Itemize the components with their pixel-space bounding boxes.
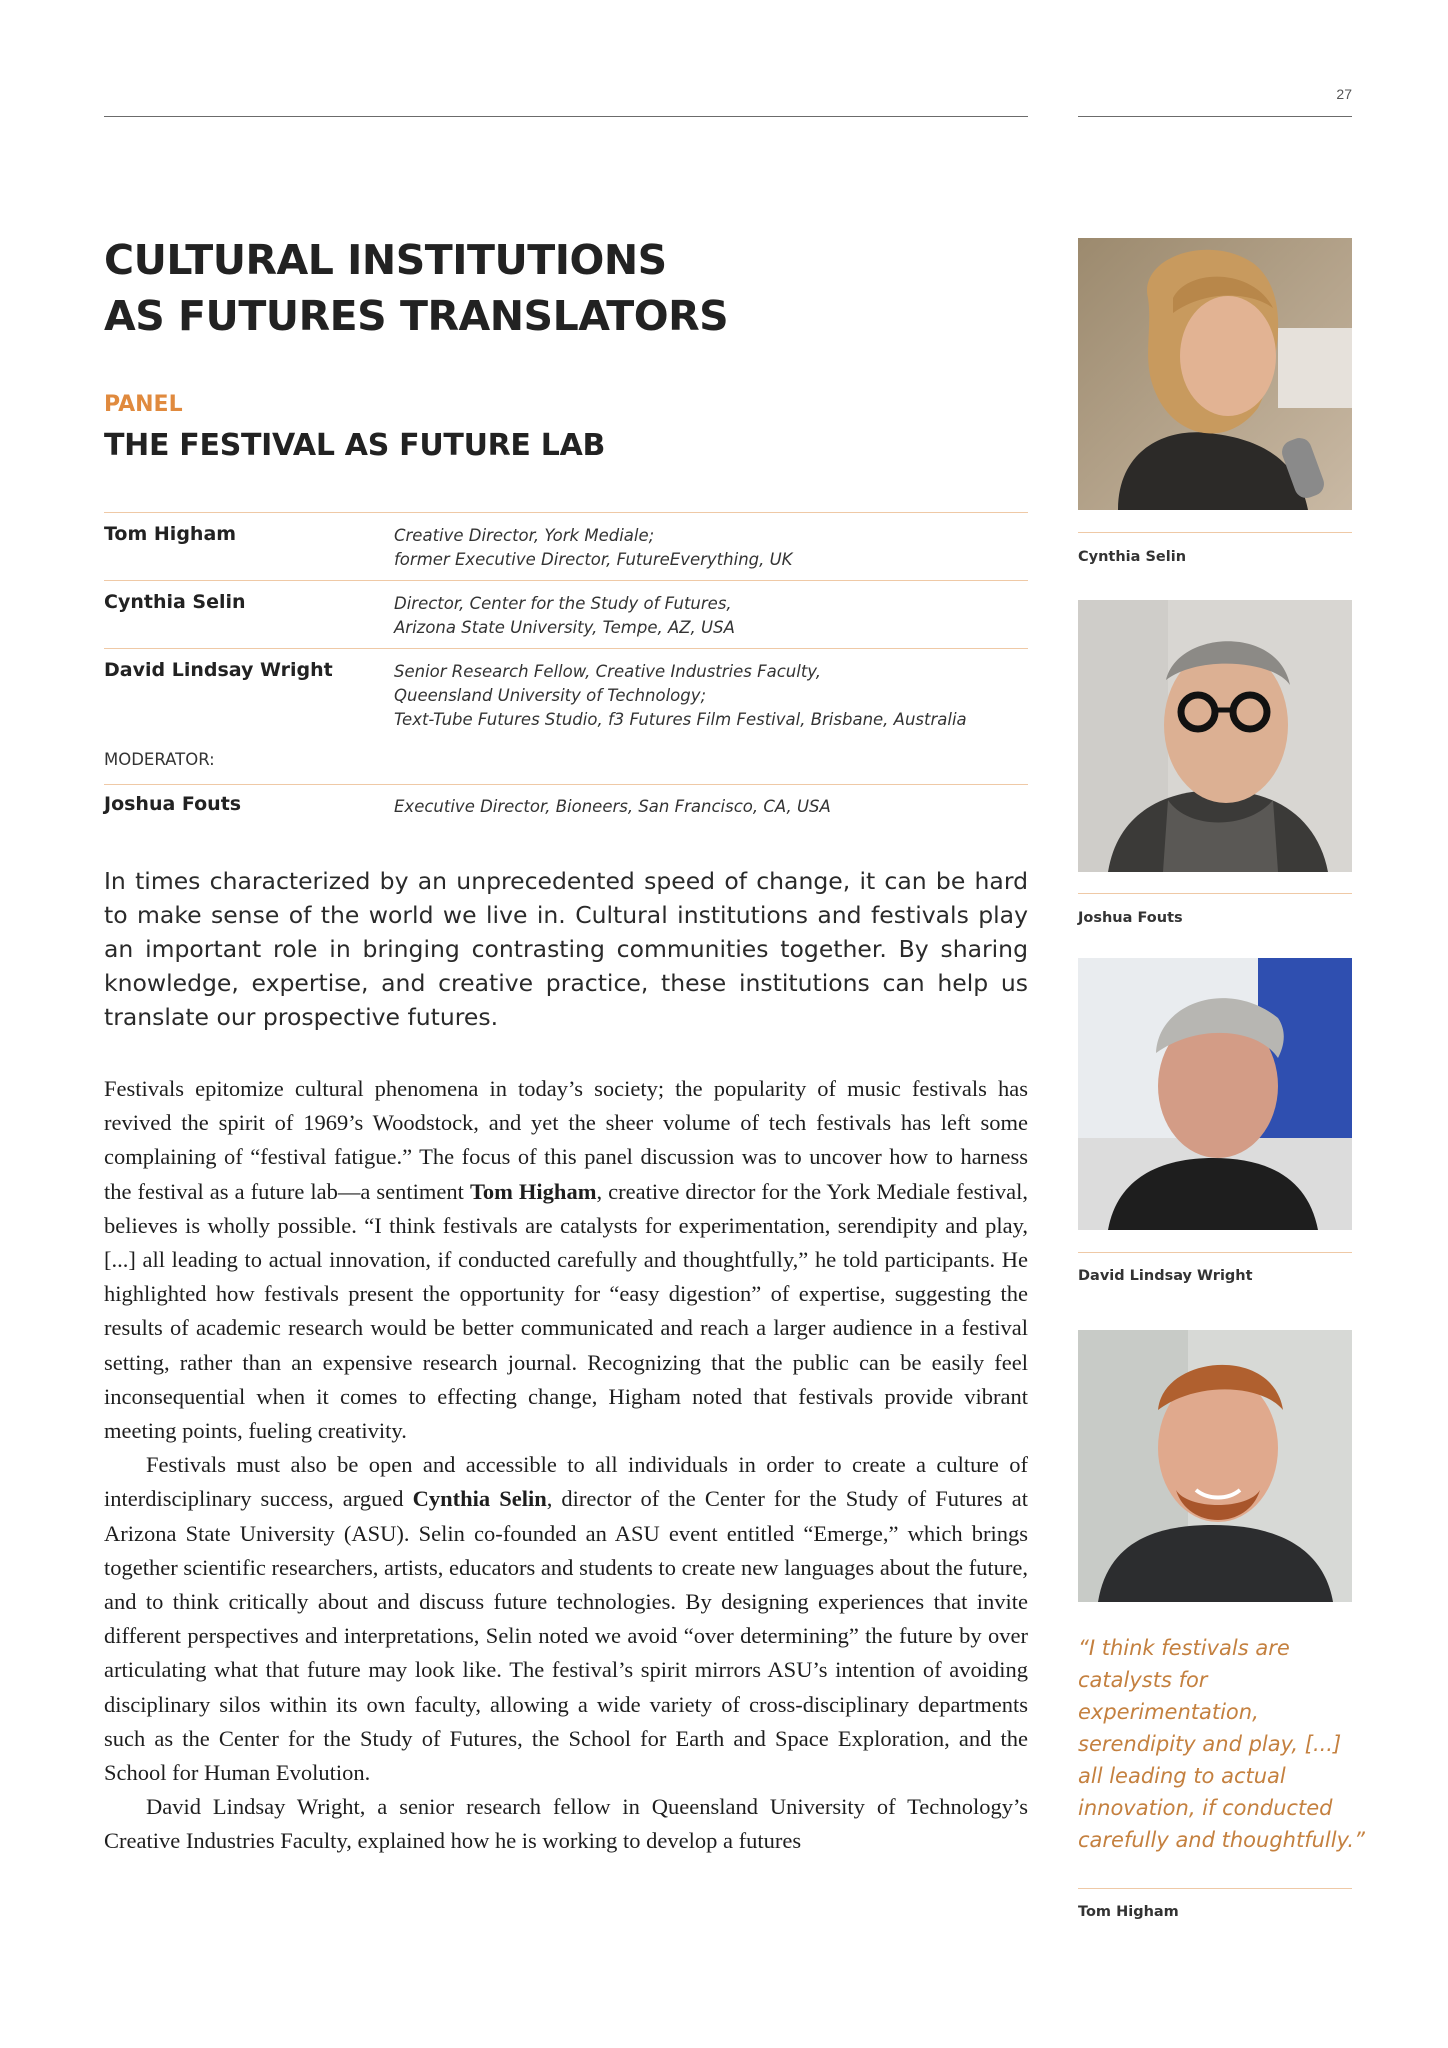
- caption-rule: [1078, 532, 1352, 533]
- participant-name: Tom Higham: [104, 523, 237, 545]
- role-line: former Executive Director, FutureEverything, UK: [394, 550, 793, 569]
- role-line: Text-Tube Futures Studio, f3 Futures Film Festival, Brisbane, Australia: [394, 710, 967, 729]
- participant-row: [104, 648, 1028, 741]
- caption-rule: [1078, 1888, 1352, 1889]
- moderator-name: Joshua Fouts: [104, 793, 242, 815]
- participant-name: Cynthia Selin: [104, 591, 246, 613]
- text-run: Festivals epitomize cultural phenomena in today’s society; the popularity of music festivals has revived the spirit of 1969’s Woodstock, and yet the sheer volume of tech festivals has left some complaining of “festival fatigue.” The focus of this panel discussion was to uncover how to harness the festival as a future lab—a sentiment: [104, 1076, 1028, 1204]
- body-paragraph: [104, 1072, 1028, 1448]
- quote-attribution: Tom Higham: [1078, 1904, 1179, 1920]
- page-title-line: AS FUTURES TRANSLATORS: [104, 292, 729, 340]
- page-title: [104, 232, 984, 344]
- portrait-david-lindsay-wright: [1078, 958, 1352, 1230]
- speaker-name: Tom Higham: [469, 1178, 597, 1204]
- role-line: Arizona State University, Tempe, AZ, USA: [394, 618, 735, 637]
- panel-title: THE FESTIVAL AS FUTURE LAB: [104, 428, 606, 463]
- text-run: , creative director for the York Mediale festival, believes is wholly possible. “I think festivals are catalysts for experimentation, serendipity and play, [...] all leading to actual innovation, if conducted carefully and thoughtfully,” he told participants. He highlighted how festivals present the opportunity for “easy digestion” of expertise, suggesting the results of academic research would be better communicated and reach a larger audience in a festival setting, rather than an expensive research journal. Recognizing that the public can be easily feel inconsequential when it comes to effecting change, Higham noted that festivals provide vibrant meeting points, fueling creativity.: [104, 1178, 1028, 1444]
- role-line: Executive Director, Bioneers, San Francisco, CA, USA: [394, 797, 831, 816]
- panel-label: PANEL: [104, 392, 183, 417]
- role-line: Creative Director, York Mediale;: [394, 526, 655, 545]
- photo-caption: Joshua Fouts: [1078, 910, 1183, 926]
- page-number: 27: [1336, 86, 1352, 102]
- role-line: Senior Research Fellow, Creative Industries Faculty,: [394, 662, 822, 681]
- role-line: Queensland University of Technology;: [394, 686, 707, 705]
- moderator-row: [104, 784, 1028, 825]
- participant-name: David Lindsay Wright: [104, 659, 333, 681]
- photo-caption: David Lindsay Wright: [1078, 1268, 1253, 1284]
- body-paragraph: David Lindsay Wright, a senior research fellow in Queensland University of Technology’s Creative Industries Faculty, explained how he is working to develop a futures: [104, 1794, 1028, 1854]
- caption-rule: [1078, 1252, 1352, 1253]
- sidebar-header-rule: [1078, 116, 1352, 117]
- participant-row: [104, 512, 1028, 581]
- moderator-role: [394, 795, 831, 819]
- moderator-label: MODERATOR:: [104, 750, 215, 769]
- article-body: [104, 1072, 1028, 1859]
- text-run: , director of the Center for the Study of Futures at Arizona State University (ASU). Selin co-founded an ASU event entitled “Emerge,” which brings together scientific researchers, artists, educators and students to create new languages about the future, and to think critically about and discuss future technologies. By designing experiences that invite different perspectives and interpretations, Selin noted we avoid “over determining” the future by over articulating what that future may look like. The festival’s spirit mirrors ASU’s intention of avoiding disciplinary silos within its own faculty, allowing a wide variety of cross-disciplinary departments such as the Center for the Study of Futures, the School for Earth and Space Exploration, and the School for Human Evolution.: [104, 1486, 1029, 1786]
- body-paragraph: [104, 1448, 1028, 1790]
- portrait-cynthia-selin: [1078, 238, 1352, 510]
- portrait-joshua-fouts: [1078, 600, 1352, 872]
- speaker-name: Cynthia Selin: [412, 1486, 547, 1512]
- page-title-line: CULTURAL INSTITUTIONS: [104, 236, 667, 284]
- participant-row: [104, 580, 1028, 649]
- intro-paragraph: In times characterized by an unprecedented speed of change, it can be hard to make sense of the world we live in. Cultural institutions and festivals play an important role in bringing contrasting communities together. By sharing knowledge, expertise, and creative practice, these institutions can help us translate our prospective futures.: [104, 867, 1028, 1031]
- photo-caption: Cynthia Selin: [1078, 549, 1187, 565]
- role-line: Director, Center for the Study of Futures,: [394, 594, 732, 613]
- pull-quote: “I think festivals are catalysts for experimentation, serendipity and play, [...] all leading to actual innovation, if conducted carefully and thoughtfully.”: [1078, 1636, 1365, 1852]
- header-rule: [104, 116, 1028, 117]
- text-run: Festivals must also be open and accessible to all individuals in order to create a culture of interdisciplinary success, argued: [104, 1452, 1028, 1512]
- caption-rule: [1078, 893, 1352, 894]
- participant-role: [394, 592, 735, 640]
- portrait-tom-higham: [1078, 1330, 1352, 1602]
- participant-role: [394, 660, 967, 732]
- participant-role: [394, 524, 793, 572]
